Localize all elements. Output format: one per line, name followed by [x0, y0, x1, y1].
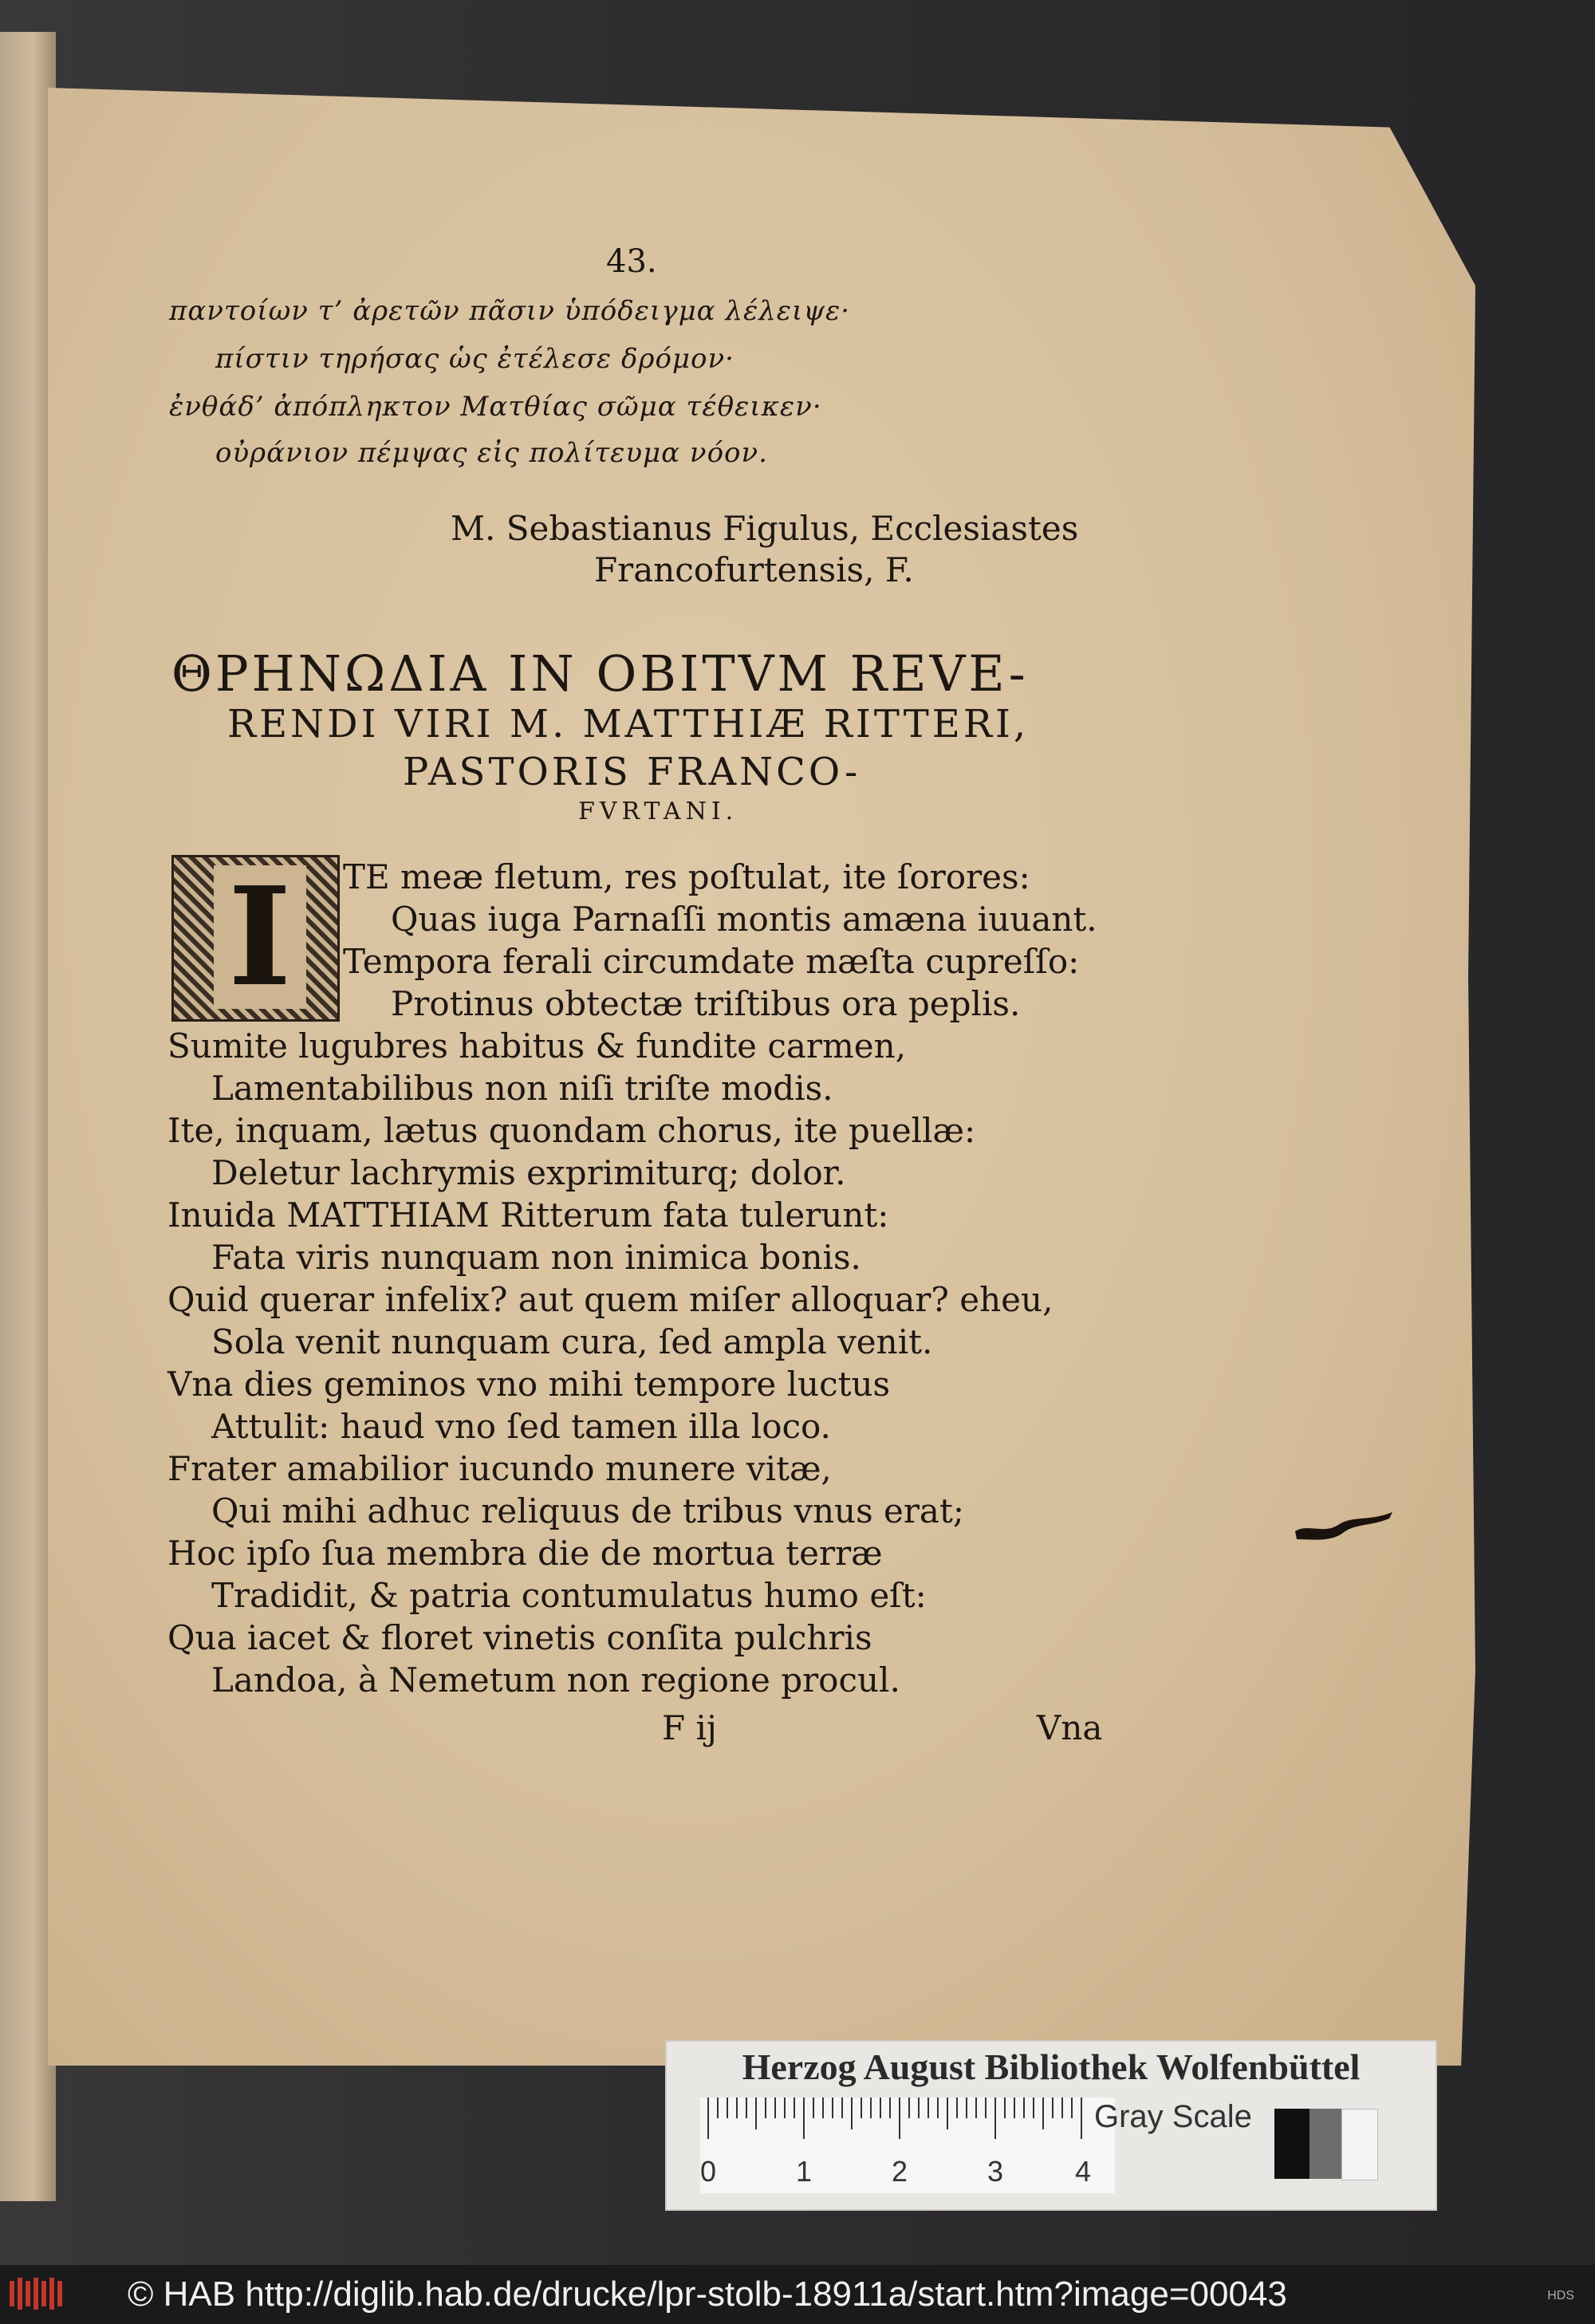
heading-line: ΘΡΗΝΩΔΙΑ IN OBITVM REVE- — [171, 644, 1029, 703]
poem-line: Attulit: haud vno ſed tamen illa loco. — [211, 1407, 831, 1446]
library-name: Herzog August Bibliothek Wolfenbüttel — [742, 2046, 1361, 2087]
poem-line: Quas iuga Parnaſſi montis amæna iuuant. — [391, 900, 1097, 939]
signature-mark: F ij — [662, 1708, 717, 1747]
poem-line: Qua iacet & floret vinetis conſita pulchris — [167, 1618, 872, 1657]
poem-line: Quid querar infelix? aut quem miſer alloquar? eheu, — [167, 1280, 1053, 1319]
poem-line: Sola venit nunquam cura, ſed ampla venit. — [211, 1322, 933, 1361]
attribution-line: Francofurtensis, F. — [594, 550, 914, 589]
ruler-ticks — [700, 2098, 1083, 2145]
drop-initial-letter: I — [214, 865, 306, 1009]
poem-line: Fata viris nunquam non inimica bonis. — [211, 1238, 861, 1277]
greek-line: ἐνθάδ’ ἀπόπληκτον Ματθίας σῶμα τέθεικεν· — [169, 391, 822, 423]
poem-line: Inuida MATTHIAM Ritterum fata tulerunt: — [167, 1195, 889, 1235]
ruler-number: 0 — [700, 2155, 717, 2188]
gray-swatch-mid — [1309, 2109, 1341, 2179]
poem-line: Frater amabilior iucundo munere vitæ, — [167, 1449, 832, 1488]
measurement-ruler — [700, 2098, 1115, 2193]
greek-line: οὐράνιον πέμψας εἰς πολίτευμα νόον. — [215, 437, 768, 469]
previous-page-edge — [0, 32, 56, 2201]
ruler-number: 2 — [892, 2155, 908, 2188]
poem-line: Deletur lachrymis exprimiturq; dolor. — [211, 1153, 846, 1192]
poem-line: Lamentabilibus non niſi triſte modis. — [211, 1069, 833, 1108]
attribution-line: M. Sebastianus Figulus, Ecclesiastes — [451, 509, 1079, 548]
ruler-number: 3 — [987, 2155, 1004, 2188]
ruler-number: 1 — [796, 2155, 813, 2188]
poem-line: Vna dies geminos vno mihi tempore luctus — [167, 1365, 891, 1404]
decorated-initial-i — [171, 855, 340, 1022]
poem-line: Qui mihi adhuc reliquus de tribus vnus erat; — [211, 1491, 964, 1530]
heading-line: FVRTANI. — [578, 798, 738, 825]
footer-bar — [0, 2265, 1595, 2324]
poem-line: TE meæ fletum, res poſtulat, ite ſorores: — [343, 857, 1030, 896]
footer-source-url: © HAB http://diglib.hab.de/drucke/lpr-stolb-18911a/start.htm?image=00043 — [128, 2275, 1287, 2314]
greek-line: πίστιν τηρήσας ὡς ἐτέλεσε δρόμον· — [215, 343, 734, 375]
poem-line: Sumite lugubres habitus & fundite carmen, — [167, 1026, 907, 1065]
ink-stain — [1292, 1507, 1396, 1544]
heading-line: RENDI VIRI M. MATTHIÆ RITTERI, — [227, 702, 1030, 746]
poem-line: Tempora ferali circumdate mæſta cupreſſo: — [343, 942, 1080, 981]
library-color-plate — [665, 2040, 1437, 2211]
catchword: Vna — [1037, 1708, 1103, 1747]
gray-swatch-black — [1274, 2109, 1309, 2179]
poem-line: Hoc ipſo ſua membra die de mortua terræ — [167, 1534, 883, 1573]
poem-line: Landoa, à Nemetum non regione procul. — [211, 1660, 900, 1700]
page-number: 43. — [606, 243, 657, 280]
poem-line: Ite, inquam, lætus quondam chorus, ite puellæ: — [167, 1111, 976, 1150]
poem-line: Protinus obtectæ triſtibus ora peplis. — [391, 984, 1021, 1023]
gray-scale-label: Gray Scale — [1094, 2099, 1252, 2134]
gray-swatch-white — [1341, 2109, 1378, 2180]
footer-mark: HDS — [1547, 2289, 1574, 2302]
heading-line: PASTORIS FRANCO- — [403, 750, 861, 794]
poem-line: Tradidit, & patria contumulatus humo eſt: — [211, 1576, 927, 1615]
hab-logo-icon — [8, 2276, 64, 2311]
greek-line: παντοίων τ’ ἀρετῶν πᾶσιν ὑπόδειγμα λέλειψε· — [169, 295, 851, 327]
ruler-number: 4 — [1075, 2155, 1092, 2188]
